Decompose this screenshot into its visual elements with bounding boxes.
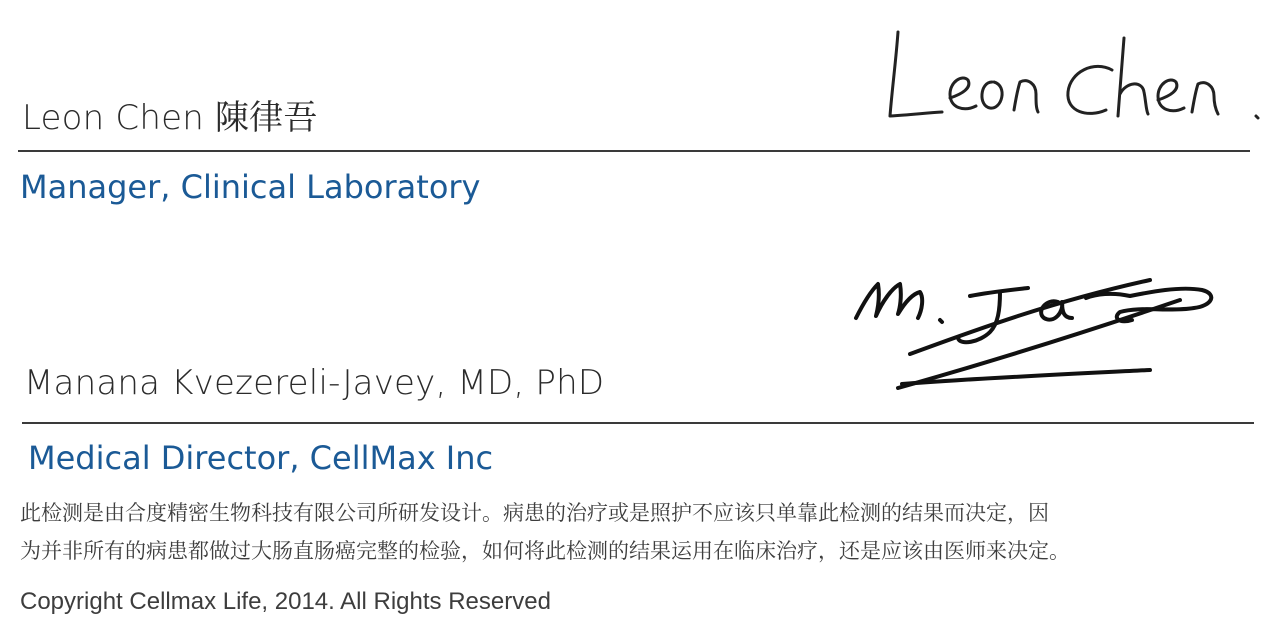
signature-line-2 <box>22 422 1254 424</box>
signatory-name-leon-chen: Leon Chen 陳律吾 <box>22 98 318 138</box>
disclaimer-line-1: 此检测是由合度精密生物科技有限公司所研发设计。病患的治疗或是照护不应该只单靠此检测的结果而决定，因 <box>20 501 1049 525</box>
signature-line-1 <box>18 150 1250 152</box>
copyright-notice: Copyright Cellmax Life, 2014. All Rights Reserved <box>20 588 551 615</box>
disclaimer-line-2: 为并非所有的病患都做过大肠直肠癌完整的检验，如何将此检测的结果运用在临床治疗，还是应该由医师来决定。 <box>20 539 1070 563</box>
signatory-name-manana-kvezereli-javey: Manana Kvezereli-Javey, MD, PhD <box>24 363 605 403</box>
leon-chen-signature <box>880 20 1270 130</box>
manana-kvezereli-javey-signature <box>850 262 1230 397</box>
disclaimer-text <box>20 494 1265 570</box>
signatory-title-leon-chen: Manager, Clinical Laboratory <box>20 168 481 206</box>
signatory-title-manana-kvezereli-javey: Medical Director, CellMax Inc <box>28 439 494 477</box>
